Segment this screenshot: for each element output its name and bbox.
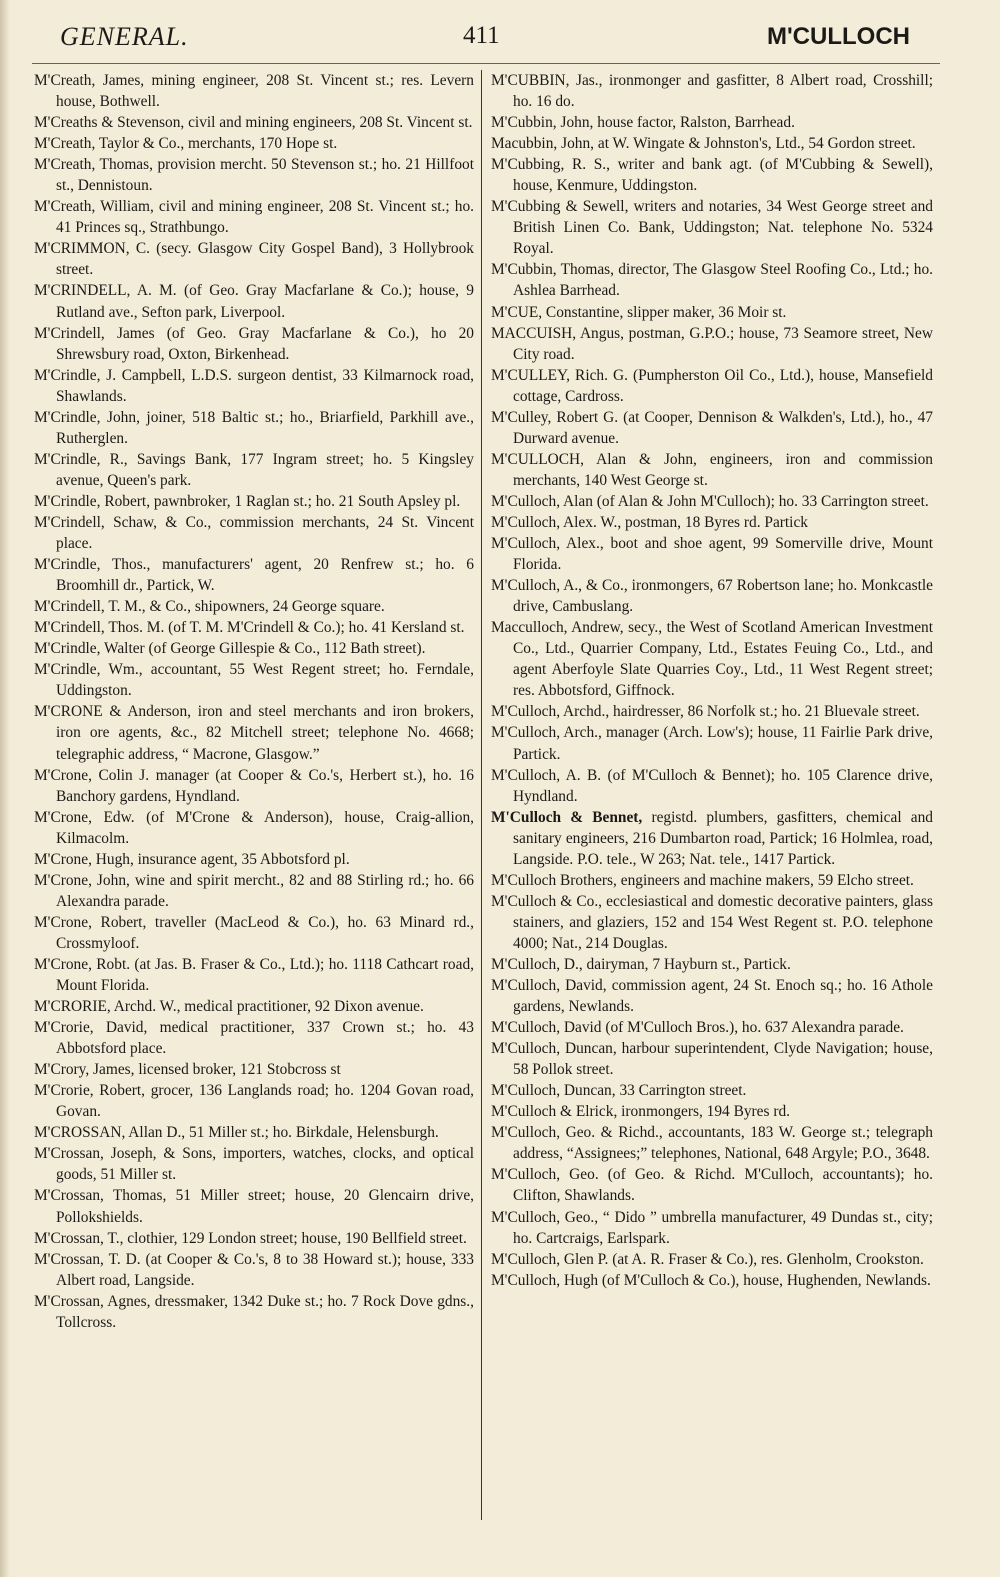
directory-entry: Macubbin, John, at W. Wingate & Johnston's, Ltd., 54 Gordon street. xyxy=(491,135,916,153)
binding-edge xyxy=(0,0,10,1577)
directory-entry: M'Culloch, Alan (of Alan & John M'Culloch); ho. 33 Carrington street. xyxy=(491,492,929,510)
directory-entry: M'Culloch, Hugh (of M'Culloch & Co.), house, Hughenden, Newlands. xyxy=(491,1271,931,1289)
directory-entry: M'Creath, Thomas, provision mercht. 50 Stevenson st.; ho. 21 Hillfoot st., Dennistoun. xyxy=(34,156,474,195)
directory-entry: M'Culloch, Archd., hairdresser, 86 Norfolk st.; ho. 21 Bluevale street. xyxy=(491,703,920,721)
directory-entry: M'Culloch, A., & Co., ironmongers, 67 Robertson lane; ho. Monkcastle drive, Cambuslang. xyxy=(491,577,933,616)
directory-entry: M'Culley, Robert G. (at Cooper, Dennison & Walkden's, Ltd.), ho., 47 Durward avenue. xyxy=(491,408,933,447)
directory-entry: M'Culloch, A. B. (of M'Culloch & Bennet); ho. 105 Clarence drive, Hyndland. xyxy=(491,766,933,805)
directory-entry: M'Cubbing & Sewell, writers and notaries, 34 West George street and British Linen Co. Bank, Uddingston; Nat. telephone No. 5324 Royal. xyxy=(491,198,933,258)
directory-entry: M'Culloch, David, commission agent, 24 St. Enoch sq.; ho. 16 Athole gardens, Newlands. xyxy=(491,977,933,1016)
directory-entry: M'Culloch, Geo. & Richd., accountants, 183 W. George st.; telegraph address, “Assignees;” telephones, National, 648 Argyle; P.O., 3648. xyxy=(491,1124,933,1163)
directory-entry: M'Crindle, Walter (of George Gillespie & Co., 112 Bath street). xyxy=(34,640,426,658)
directory-entry: M'Cubbin, Thomas, director, The Glasgow Steel Roofing Co., Ltd.; ho. Ashlea Barrhead. xyxy=(491,261,933,300)
directory-entry: M'Culloch, Glen P. (at A. R. Fraser & Co.), res. Glenholm, Crookston. xyxy=(491,1250,924,1268)
directory-entry: M'Culloch & Co., ecclesiastical and domestic decorative painters, glass stainers, and glaziers, 152 and 154 West Regent st. P.O. telephone 4000; Nat., 214 Douglas. xyxy=(491,892,933,952)
running-header xyxy=(60,22,910,62)
directory-entry: M'Crone, John, wine and spirit mercht., 82 and 88 Stirling rd.; ho. 66 Alexandra parade. xyxy=(34,871,474,910)
directory-entry: M'Crossan, Agnes, dressmaker, 1342 Duke st.; ho. 7 Rock Dove gdns., Tollcross. xyxy=(34,1292,474,1331)
catchword: M'CULLOCH xyxy=(766,23,910,50)
directory-entry: M'Crossan, T., clothier, 129 London street; house, 190 Bellfield street. xyxy=(34,1229,467,1247)
directory-entry: M'Crone, Edw. (of M'Crone & Anderson), house, Craig-allion, Kilmacolm. xyxy=(34,808,474,847)
directory-entry: M'Crossan, Joseph, & Sons, importers, watches, clocks, and optical goods, 51 Miller st. xyxy=(34,1145,474,1184)
directory-entry: M'Creath, William, civil and mining engineer, 208 St. Vincent st.; ho. 41 Princes sq., Strathbungo. xyxy=(34,198,474,237)
directory-entry: M'Culloch Brothers, engineers and machine makers, 59 Elcho street. xyxy=(491,871,914,889)
directory-entry: M'CRIMMON, C. (secy. Glasgow City Gospel Band), 3 Hollybrook street. xyxy=(34,240,474,279)
directory-entry: M'Crindell, James (of Geo. Gray Macfarlane & Co.), ho 20 Shrewsbury road, Oxton, Birkenhead. xyxy=(34,324,474,363)
directory-entry: MACCUISH, Angus, postman, G.P.O.; house, 73 Seamore street, New City road. xyxy=(491,324,933,363)
entry-name-bold: M'Culloch & Bennet, xyxy=(491,808,643,826)
directory-entry: M'CROSSAN, Allan D., 51 Miller st.; ho. Birkdale, Helensburgh. xyxy=(34,1124,439,1142)
directory-entry: M'Culloch & Elrick, ironmongers, 194 Byres rd. xyxy=(491,1103,791,1121)
directory-entry: M'Culloch, Geo., “ Dido ” umbrella manufacturer, 49 Dundas st., city; ho. Cartcraigs, Earlspark. xyxy=(491,1208,933,1247)
directory-entry: M'Crindle, J. Campbell, L.D.S. surgeon dentist, 33 Kilmarnock road, Shawlands. xyxy=(34,366,474,405)
directory-entry: M'Crorie, Robert, grocer, 136 Langlands road; ho. 1204 Govan road, Govan. xyxy=(34,1082,474,1121)
directory-entry: M'Crone, Colin J. manager (at Cooper & Co.'s, Herbert st.), ho. 16 Banchory gardens, Hyndland. xyxy=(34,766,474,805)
directory-entry: M'Crindle, Thos., manufacturers' agent, 20 Renfrew st.; ho. 6 Broomhill dr., Partick, W. xyxy=(34,556,474,595)
directory-entry: M'Crindle, R., Savings Bank, 177 Ingram street; ho. 5 Kingsley avenue, Queen's park. xyxy=(34,450,474,489)
directory-entry: M'CULLEY, Rich. G. (Pumpherston Oil Co., Ltd.), house, Mansefield cottage, Cardross. xyxy=(491,366,933,405)
directory-entry: M'Culloch, Alex. W., postman, 18 Byres rd. Partick xyxy=(491,513,808,531)
left-column xyxy=(34,70,474,1333)
entry-text: registd. plumbers, gasfitters, chemical and sanitary engineers, 216 Dumbarton road, Partick; 16 Holmlea, road, Langside. P.O. tele., W 263; Nat. tele., 1417 Partick. xyxy=(513,808,933,868)
directory-entry: M'CRORIE, Archd. W., medical practitioner, 92 Dixon avenue. xyxy=(34,998,424,1016)
directory-entry: M'Culloch, Alex., boot and shoe agent, 99 Somerville drive, Mount Florida. xyxy=(491,535,933,574)
directory-entry: M'Crossan, Thomas, 51 Miller street; house, 20 Glencairn drive, Pollokshields. xyxy=(34,1187,474,1226)
directory-entry: M'Creaths & Stevenson, civil and mining engineers, 208 St. Vincent st. xyxy=(34,114,473,132)
directory-entry: M'Cubbin, John, house factor, Ralston, Barrhead. xyxy=(491,114,795,132)
directory-entry: M'Crindell, Thos. M. (of T. M. M'Crindell & Co.); ho. 41 Kersland st. xyxy=(34,619,465,637)
directory-entry: M'CULLOCH, Alan & John, engineers, iron and commission merchants, 140 West George st. xyxy=(491,450,933,489)
directory-entry: M'CRONE & Anderson, iron and steel merchants and iron brokers, iron ore agents, &c., 82 Mitchell street; telephone No. 4668; telegraphic address, “ Macrone, Glasgow.” xyxy=(34,703,474,763)
directory-entry: M'Crone, Robert, traveller (MacLeod & Co.), ho. 63 Minard rd., Crossmyloof. xyxy=(34,913,474,952)
directory-entry: M'Crone, Robt. (at Jas. B. Fraser & Co., Ltd.); ho. 1118 Cathcart road, Mount Florida. xyxy=(34,955,474,995)
directory-entry: M'Crorie, David, medical practitioner, 337 Crown st.; ho. 43 Abbotsford place. xyxy=(34,1019,474,1058)
directory-entry: M'Crindell, T. M., & Co., shipowners, 24 George square. xyxy=(34,598,385,616)
right-column xyxy=(491,70,933,1291)
directory-entry: M'Crone, Hugh, insurance agent, 35 Abbotsford pl. xyxy=(34,850,350,868)
page-number: 411 xyxy=(463,22,500,49)
header-rule xyxy=(32,63,940,64)
directory-entry: M'Creath, James, mining engineer, 208 St. Vincent st.; res. Levern house, Bothwell. xyxy=(34,72,474,111)
directory-entry: M'CRINDELL, A. M. (of Geo. Gray Macfarlane & Co.); house, 9 Rutland ave., Sefton park, Liverpool. xyxy=(34,282,474,321)
directory-entry xyxy=(491,807,933,870)
directory-entry: M'Cubbing, R. S., writer and bank agt. (of M'Cubbing & Sewell), house, Kenmure, Uddingston. xyxy=(491,156,933,195)
directory-entry: M'Culloch, Arch., manager (Arch. Low's); house, 11 Fairlie Park drive, Partick. xyxy=(491,724,933,763)
directory-entry: M'Crindle, John, joiner, 518 Baltic st.; ho., Briarfield, Parkhill ave., Rutherglen. xyxy=(34,408,474,447)
directory-entry: M'Crossan, T. D. (at Cooper & Co.'s, 8 to 38 Howard st.); house, 333 Albert road, Langside. xyxy=(34,1250,474,1289)
section-title: GENERAL. xyxy=(60,22,189,51)
directory-entry: M'CUBBIN, Jas., ironmonger and gasfitter, 8 Albert road, Crosshill; ho. 16 do. xyxy=(491,72,933,111)
directory-entry: M'Culloch, Geo. (of Geo. & Richd. M'Culloch, accountants); ho. Clifton, Shawlands. xyxy=(491,1166,933,1205)
directory-entry: Macculloch, Andrew, secy., the West of Scotland American Investment Co., Ltd., Quarrier Company, Ltd., Estates Feuing Co., Ltd., and agent Aberfoyle Slate Quarries Coy., Ltd., 11 West Regent street; res. Abbotsford, Giffnock. xyxy=(491,619,933,700)
directory-entry: M'Culloch, Duncan, 33 Carrington street. xyxy=(491,1082,747,1100)
directory-entry: M'Crory, James, licensed broker, 121 Stobcross st xyxy=(34,1061,341,1079)
directory-entry: M'Crindle, Robert, pawnbroker, 1 Raglan st.; ho. 21 South Apsley pl. xyxy=(34,492,461,510)
directory-entry: M'CUE, Constantine, slipper maker, 36 Moir st. xyxy=(491,303,787,321)
column-divider xyxy=(481,70,482,1520)
directory-entry: M'Culloch, D., dairyman, 7 Hayburn st., Partick. xyxy=(491,955,791,973)
directory-entry: M'Crindell, Schaw, & Co., commission merchants, 24 St. Vincent place. xyxy=(34,513,474,553)
directory-entry: M'Creath, Taylor & Co., merchants, 170 Hope st. xyxy=(34,135,338,153)
directory-entry: M'Culloch, Duncan, harbour superintendent, Clyde Navigation; house, 58 Pollok street. xyxy=(491,1040,933,1079)
directory-entry: M'Crindle, Wm., accountant, 55 West Regent street; ho. Ferndale, Uddingston. xyxy=(34,661,474,700)
directory-entry: M'Culloch, David (of M'Culloch Bros.), ho. 637 Alexandra parade. xyxy=(491,1019,904,1037)
